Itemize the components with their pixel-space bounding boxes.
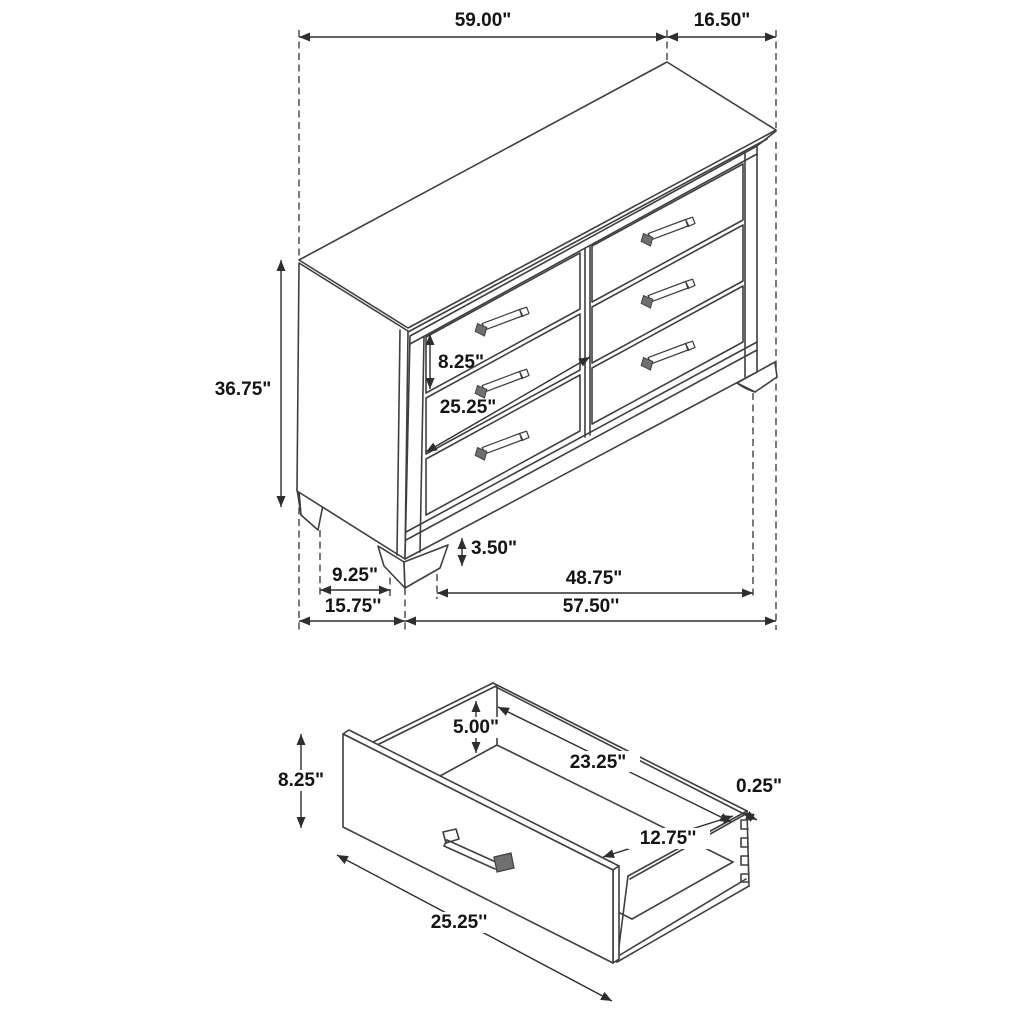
dim-label-box-depth: 5.00" — [453, 717, 499, 738]
dim-label-base-depth: 15.75'' — [324, 596, 382, 617]
dim-label-front-width: 25.25'' — [430, 912, 488, 933]
dim-label-overall-height: 36.75" — [214, 379, 272, 400]
dim-label-inner-length: 23.25" — [569, 752, 627, 773]
dim-label-foot-height: 3.50" — [471, 538, 517, 559]
drawer-isometric-view — [266, 683, 782, 1001]
dim-label-drawer-width: 25.25" — [439, 397, 497, 418]
dim-label-drawer-height: 8.25" — [438, 352, 484, 373]
dim-label-front-feet-span: 48.75" — [565, 568, 623, 589]
dim-label-back-foot-offset: 9.25" — [332, 565, 378, 586]
dresser-body — [297, 62, 776, 559]
dim-label-top-depth: 16.50" — [693, 10, 751, 31]
dim-label-inner-width: 12.75'' — [639, 828, 697, 849]
dim-label-front-height: 8.25" — [278, 770, 324, 791]
dim-label-panel-thickness: 0.25" — [736, 776, 782, 797]
back-wall-top-edge — [493, 683, 747, 811]
dresser-isometric-view — [215, 10, 777, 633]
dim-label-base-width: 57.50'' — [562, 596, 620, 617]
dim-label-top-width: 59.00" — [454, 10, 512, 31]
